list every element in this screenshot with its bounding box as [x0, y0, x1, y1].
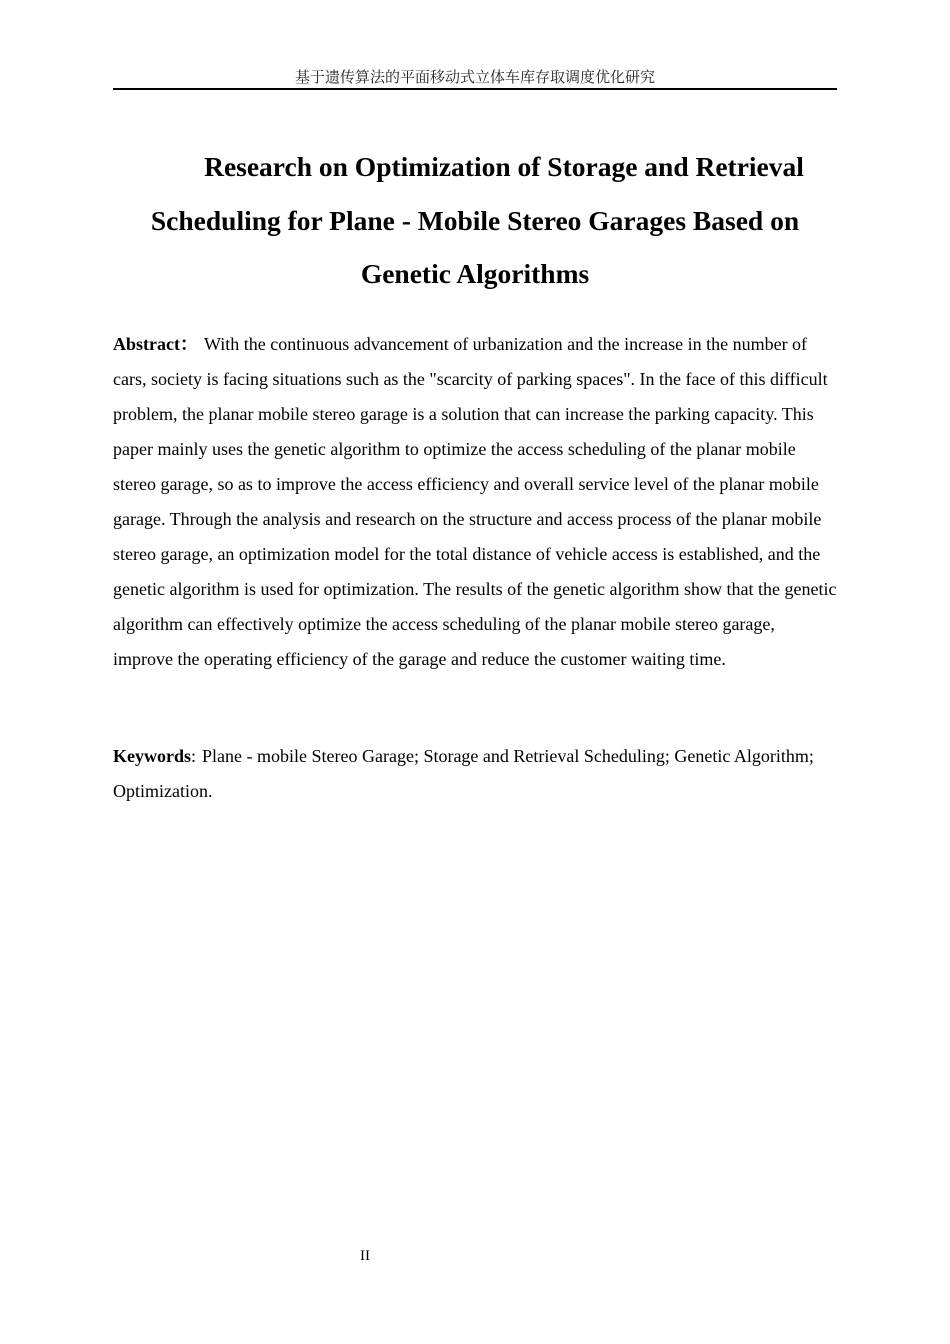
abstract-paragraph [113, 327, 837, 677]
abstract-text: With the continuous advancement of urbanization and the increase in the number of cars, society is facing situations such as the "scarcity of parking spaces". In the face of this difficult problem, the planar mobile stereo garage is a solution that can increase the parking capacity. This paper mainly uses the genetic algorithm to optimize the access scheduling of the planar mobile stereo garage, so as to improve the access efficiency and overall service level of the planar mobile garage. Through the analysis and research on the structure and access process of the planar mobile stereo garage, an optimization model for the total distance of vehicle access is established, and the genetic algorithm is used for optimization. The results of the genetic algorithm show that the genetic algorithm can effectively optimize the access scheduling of the planar mobile stereo garage, improve the operating efficiency of the garage and reduce the customer waiting time. [113, 334, 837, 669]
keywords-separator: : [191, 746, 197, 766]
keywords-text: Plane - mobile Stereo Garage; Storage and Retrieval Scheduling; Genetic Algorithm; Optimization. [113, 746, 814, 801]
keywords-paragraph [113, 739, 837, 809]
abstract-separator: ： [179, 334, 198, 354]
running-header: 基于遗传算法的平面移动式立体车库存取调度优化研究 [294, 68, 655, 86]
page-number: II [360, 1248, 370, 1264]
header-divider [113, 88, 837, 90]
abstract-label: Abstract [113, 334, 180, 354]
paper-title: Research on Optimization of Storage and Retrieval Scheduling for Plane - Mobile Stereo Garages Based on Genetic Algorithms [150, 151, 804, 289]
keywords-label: Keywords [113, 746, 191, 766]
